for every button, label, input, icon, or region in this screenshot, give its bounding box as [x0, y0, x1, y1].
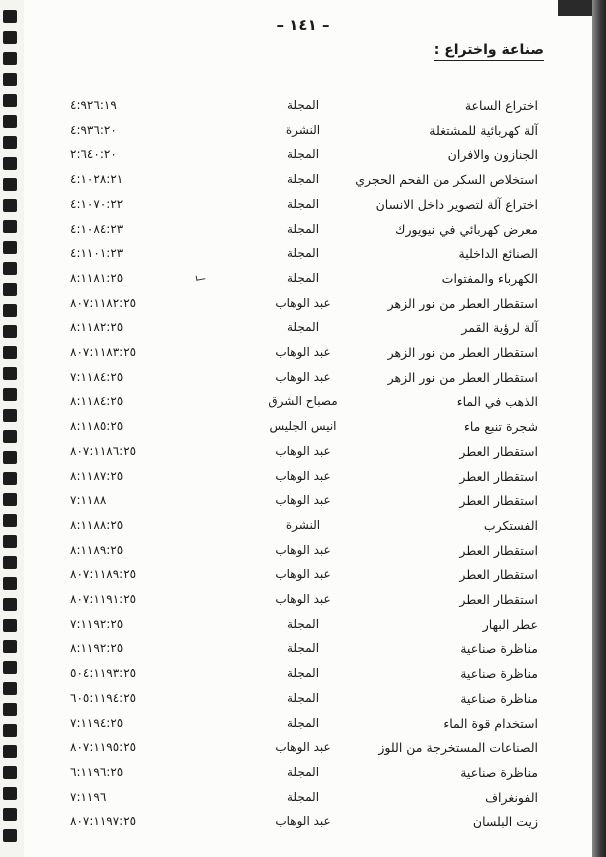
- entry-source: المجلة: [286, 666, 320, 680]
- index-row: [0, 98, 606, 122]
- entry-title: الجنازون والافران: [447, 147, 538, 162]
- entry-source: المجلة: [286, 98, 320, 112]
- index-row: [0, 123, 606, 147]
- entry-title: مناظرة صناعية: [460, 666, 538, 681]
- entry-source: النشرة: [285, 518, 321, 532]
- entry-reference: ٨:١١٨٤:٢٥: [70, 394, 124, 408]
- page-number: – ١٤١ –: [276, 16, 330, 34]
- entry-reference: ٤:١٠٨٤:٢٣: [70, 222, 124, 236]
- index-row: [0, 222, 606, 246]
- entry-reference: ٨:١١٨٧:٢٥: [70, 469, 124, 483]
- index-row: [0, 469, 606, 493]
- index-row: [0, 617, 606, 641]
- entry-reference: ٨:١١٨٥:٢٥: [70, 419, 124, 433]
- index-row: [0, 147, 606, 171]
- entry-source: المجلة: [286, 271, 320, 285]
- entry-source: المجلة: [286, 790, 320, 804]
- entry-title: استقطار العطر: [459, 493, 538, 508]
- entry-title: استخلاص السكر من الفحم الحجري: [355, 172, 538, 187]
- entry-title: اختراع آلة لتصوير داخل الانسان: [375, 197, 538, 212]
- entry-source: عبد الوهاب: [275, 370, 331, 384]
- index-row: [0, 790, 606, 814]
- entry-source: عبد الوهاب: [275, 814, 331, 828]
- entry-reference: ٨:١١٩٢:٢٥: [70, 641, 124, 655]
- index-row: [0, 518, 606, 542]
- entry-source: المجلة: [286, 246, 320, 260]
- entry-reference: ٨:١١٨٢:٢٥: [70, 320, 124, 334]
- index-row: [0, 320, 606, 344]
- entry-reference: ٨٠٧:١١٩٧:٢٥: [70, 814, 137, 828]
- entry-reference: ٨٠٧:١١٨٢:٢٥: [70, 296, 137, 310]
- binding-hole: [3, 52, 17, 65]
- entry-source: عبد الوهاب: [275, 740, 331, 754]
- entry-source: النشرة: [285, 123, 321, 137]
- entry-reference: ٨٠٧:١١٨٣:٢٥: [70, 345, 137, 359]
- entry-title: زيت البلسان: [472, 814, 538, 829]
- entry-title: الذهب في الماء: [456, 394, 538, 409]
- entry-title: استقطار العطر: [459, 592, 538, 607]
- entry-title: مناظرة صناعية: [460, 765, 538, 780]
- index-row: [0, 765, 606, 789]
- index-row: [0, 592, 606, 616]
- entry-title: الفستكرب: [483, 518, 538, 533]
- entry-source: مصباح الشرق: [268, 394, 338, 408]
- index-row: [0, 543, 606, 567]
- entry-source: المجلة: [286, 222, 320, 236]
- index-row: [0, 296, 606, 320]
- index-row: [0, 716, 606, 740]
- index-row: [0, 691, 606, 715]
- entry-reference: ٧:١١٨٨: [70, 493, 107, 507]
- entry-reference: ٨٠٧:١١٩١:٢٥: [70, 592, 137, 606]
- entry-reference: ٤:٩٢٦:١٩: [70, 98, 117, 112]
- entry-title: استقطار العطر: [459, 567, 538, 582]
- entry-title: آلة لرؤية القمر: [461, 320, 538, 335]
- entry-title: الصنائع الداخلية: [458, 246, 538, 261]
- section-heading: صناعة واختراع :: [434, 42, 544, 61]
- entry-reference: ٧:١١٩٦: [70, 790, 107, 804]
- entry-reference: ٢:٦٤٠:٢٠: [70, 147, 117, 161]
- entry-source: عبد الوهاب: [275, 345, 331, 359]
- entry-reference: ٧:١١٩٢:٢٥: [70, 617, 124, 631]
- entry-source: المجلة: [286, 320, 320, 334]
- entry-title: استقطار العطر من نور الزهر: [387, 370, 538, 385]
- entry-title: استقطار العطر من نور الزهر: [387, 345, 538, 360]
- entry-title: استقطار العطر من نور الزهر: [387, 296, 538, 311]
- entry-reference: ٦٠٥:١١٩٤:٢٥: [70, 691, 137, 705]
- index-row: [0, 493, 606, 517]
- entry-reference: ٧:١١٩٤:٢٥: [70, 716, 124, 730]
- index-row: [0, 345, 606, 369]
- entry-reference: ٨٠٧:١١٨٩:٢٥: [70, 567, 137, 581]
- index-row: [0, 394, 606, 418]
- binding-hole: [3, 73, 17, 86]
- index-row: [0, 666, 606, 690]
- entry-title: معرض كهربائي في نيويورك: [395, 222, 538, 237]
- entry-source: عبد الوهاب: [275, 469, 331, 483]
- entry-source: المجلة: [286, 197, 320, 211]
- entry-title: عطر البهار: [482, 617, 538, 632]
- index-row: [0, 172, 606, 196]
- index-row: [0, 370, 606, 394]
- entry-source: عبد الوهاب: [275, 543, 331, 557]
- entry-title: اختراع الساعة: [464, 98, 538, 113]
- entry-reference: ٨:١١٨١:٢٥: [70, 271, 124, 285]
- entry-reference: ٤:١٠٧٠:٢٢: [70, 197, 124, 211]
- index-row: [0, 740, 606, 764]
- entry-source: عبد الوهاب: [275, 592, 331, 606]
- entry-source: عبد الوهاب: [275, 567, 331, 581]
- entry-reference: ٨٠٧:١١٩٥:٢٥: [70, 740, 137, 754]
- entry-title: الصناعات المستخرجة من اللوز: [378, 740, 538, 755]
- entry-source: عبد الوهاب: [275, 296, 331, 310]
- entry-title: استقطار العطر: [459, 543, 538, 558]
- index-row: [0, 641, 606, 665]
- entry-title: مناظرة صناعية: [460, 691, 538, 706]
- entry-title: استخدام قوة الماء: [443, 716, 538, 731]
- index-row: [0, 197, 606, 221]
- entry-title: استقطار العطر: [459, 444, 538, 459]
- entry-title: مناظرة صناعية: [460, 641, 538, 656]
- index-row: [0, 419, 606, 443]
- entry-reference: ٦:١١٩٦:٢٥: [70, 765, 124, 779]
- entry-reference: ٥٠٤:١١٩٣:٢٥: [70, 666, 137, 680]
- handwritten-tick-mark: [196, 274, 206, 280]
- entry-title: استقطار العطر: [459, 469, 538, 484]
- entry-source: انيس الجليس: [269, 419, 337, 433]
- entry-source: عبد الوهاب: [275, 493, 331, 507]
- entry-source: المجلة: [286, 147, 320, 161]
- entry-title: الكهرباء والمفتوات: [441, 271, 538, 286]
- index-row: [0, 567, 606, 591]
- entry-reference: ٨:١١٨٩:٢٥: [70, 543, 124, 557]
- index-row: [0, 814, 606, 838]
- entry-source: المجلة: [286, 765, 320, 779]
- index-row: [0, 246, 606, 270]
- entry-source: المجلة: [286, 691, 320, 705]
- entry-title: آلة كهربائية للمشتغلة: [429, 123, 538, 138]
- entry-source: المجلة: [286, 641, 320, 655]
- entry-title: الفونغراف: [485, 790, 538, 805]
- entry-reference: ٧:١١٨٤:٢٥: [70, 370, 124, 384]
- entry-source: المجلة: [286, 716, 320, 730]
- entry-reference: ٨:١١٨٨:٢٥: [70, 518, 124, 532]
- entry-title: شجرة تنبع ماء: [464, 419, 538, 434]
- index-row: [0, 271, 606, 295]
- entry-source: عبد الوهاب: [275, 444, 331, 458]
- index-row: [0, 444, 606, 468]
- entry-reference: ٤:١٠٢٨:٢١: [70, 172, 124, 186]
- entry-reference: ٨٠٧:١١٨٦:٢٥: [70, 444, 137, 458]
- entry-reference: ٤:١١٠١:٢٣: [70, 246, 124, 260]
- entry-reference: ٤:٩٣٦:٢٠: [70, 123, 117, 137]
- entry-source: المجلة: [286, 617, 320, 631]
- entry-source: المجلة: [286, 172, 320, 186]
